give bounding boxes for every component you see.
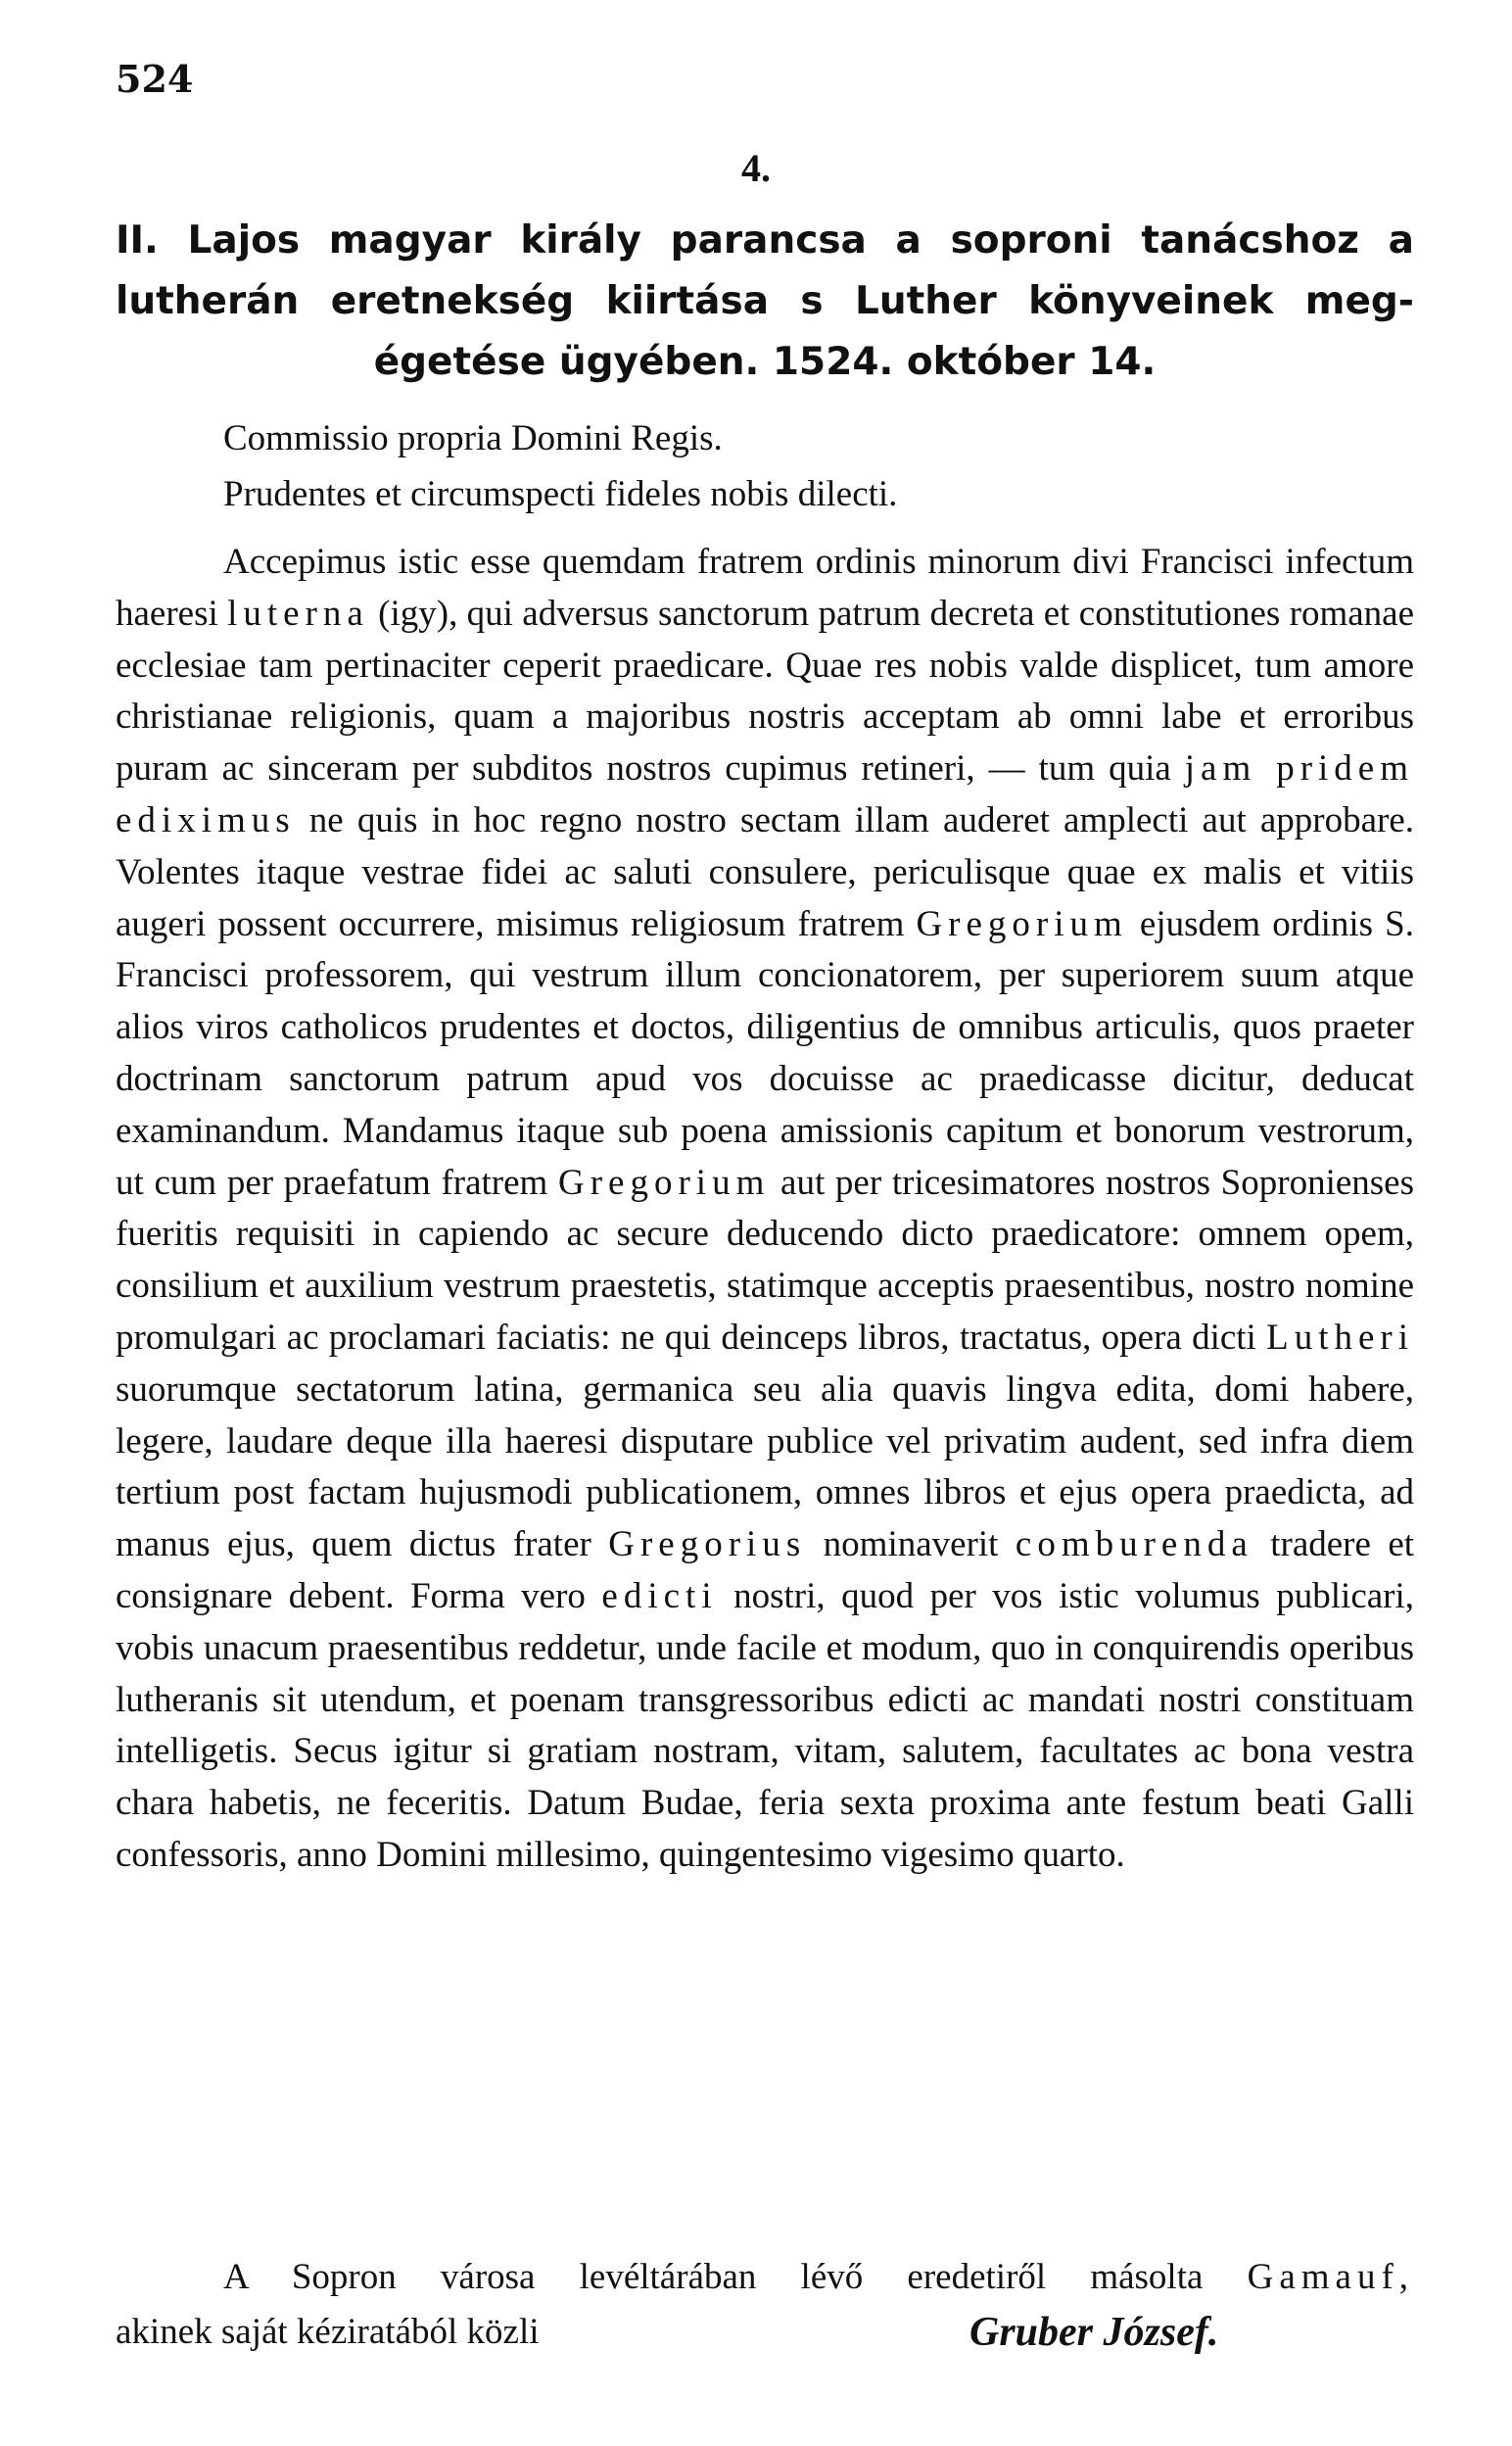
spaced-emphasis: luterna — [227, 593, 369, 634]
document-heading: II. Lajos magyar király parancsa a soproni tanácshoz a lutherán eretnekség kiirtása s Luther könyveinek meg-égetése ügyében. 1524. október 14. — [116, 218, 1414, 384]
body-text-segment: aut per tricesimatores nostros Sopronienses fueritis requisiti in capiendo ac secure deducendo dicto praedicatore: omnem opem, consilium et auxilium vestrum praestetis, statimque acceptis praesentibus, nostro nomine promulgari ac proclamari faciatis: ne qui deinceps libros, tractatus, opera dicti — [116, 1162, 1414, 1358]
letter-body — [116, 537, 1414, 1882]
spaced-emphasis: Gregorius — [608, 1524, 807, 1565]
copyist-name: Gamauf, — [1247, 2257, 1415, 2297]
salutation-line: Prudentes et circumspecti fideles nobis dilecti. — [223, 474, 898, 514]
commissio-line: Commissio propria Domini Regis. — [223, 418, 723, 458]
spaced-emphasis: Gregorium — [558, 1162, 771, 1203]
body-text-segment: ne quis in hoc regno nostro sectam illam auderet amplecti aut approbare. Volentes itaque vestrae fidei ac saluti consulere, periculisque quae ex malis et vitiis augeri possent occurrere, misimus religiosum fratrem — [116, 799, 1415, 944]
body-text-segment: Accepimus istic esse quemdam fratrem ordinis minorum divi Francisci infectum haeresi — [116, 542, 1414, 634]
body-text-segment: ejusdem ordinis S. Francisci professorem, qui vestrum illum concionatorem, per superiorem suum atque alios viros catholicos prudentes et doctos, diligentius de omnibus articulis, quos praeter doctrinam sanctorum patrum apud vos docuisse ac praedicasse dicitur, deducat examinandum. Mandamus itaque sub poena amissionis capitum et bonorum vestrorum, ut cum per praefatum fratrem — [116, 903, 1414, 1203]
editor-signature: Gruber József. — [969, 2310, 1219, 2355]
spaced-emphasis: edicti — [601, 1575, 718, 1616]
spaced-emphasis: jam pridem ediximus — [116, 748, 1414, 840]
spaced-emphasis: comburenda — [1015, 1524, 1253, 1565]
source-note-text: A Sopron városa levéltárában lévő eredetiről másolta — [223, 2257, 1204, 2297]
document-number: 4. — [741, 146, 771, 190]
body-text-segment: tradere et consignare debent. Forma vero — [116, 1524, 1415, 1616]
body-text-segment: (igy), qui adversus sanctorum patrum decreta et constitutiones romanae ecclesiae tam pertinaciter ceperit praedicare. Quae res nobis valde displicet, tum amore christianae religionis, quam a majoribus nostris acceptam ab omni labe et erroribus puram ac sinceram per subditos nostros cupimus retineri, — tum quia — [116, 593, 1415, 790]
body-text-segment: suorumque sectatorum latina, germanica seu alia quavis lingva edita, domi habere, legere, laudare deque illa haeresi disputare publice vel privatim audent, sed infra diem tertium post factam hujusmodi publicationem, omnes libros et ejus opera praedicta, ad manus ejus, quem dictus frater — [116, 1368, 1414, 1565]
source-note-continued: akinek saját kéziratából közli — [116, 2312, 540, 2352]
spaced-emphasis: Gregorium — [916, 903, 1128, 944]
spaced-emphasis: Lutheri — [1266, 1317, 1415, 1358]
body-text-segment: nominaverit — [823, 1524, 999, 1565]
page-number: 524 — [116, 57, 194, 101]
source-note — [116, 2250, 1414, 2305]
body-text-segment: nostri, quod per vos istic volumus publicari, vobis unacum praesentibus reddetur, unde facile et modum, quo in conquirendis operibus lutheranis sit utendum, et poenam transgressoribus edicti ac mandati nostri constituam intelligetis. Secus igitur si gratiam nostram, vitam, salutem, facultates ac bona vestra chara habetis, ne feceritis. Datum Budae, feria sexta proxima ante festum beati Galli confessoris, anno Domini millesimo, quingentesimo vigesimo quarto. — [116, 1575, 1415, 1875]
